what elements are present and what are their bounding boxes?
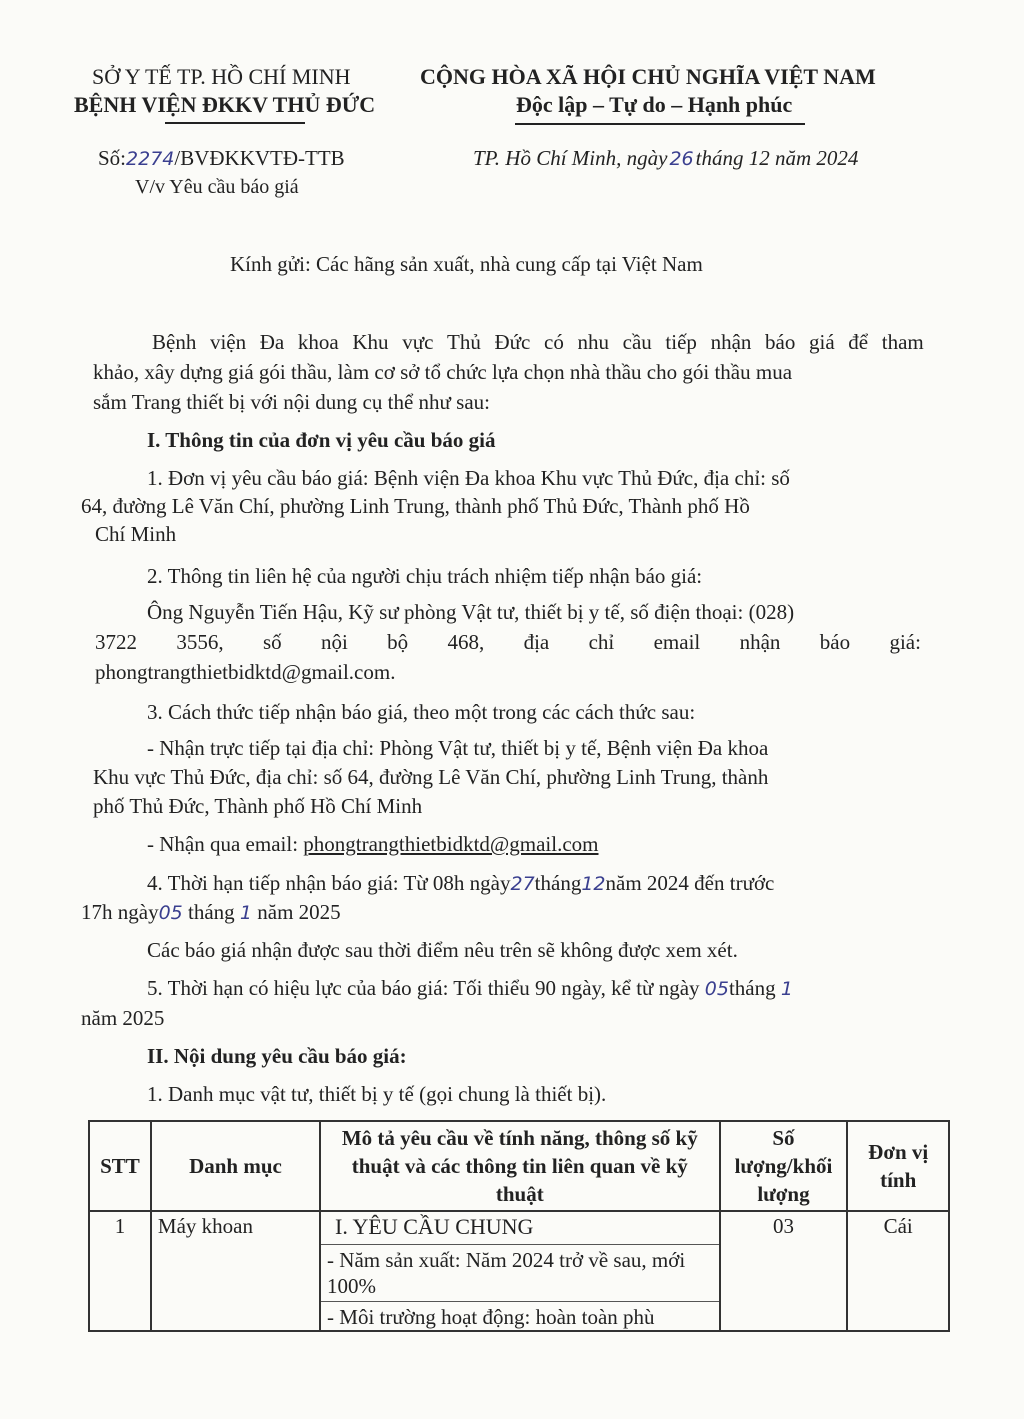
- hospital-underline: [165, 122, 305, 124]
- document-subject: V/v Yêu cầu báo giá: [135, 176, 299, 198]
- hospital-name: BỆNH VIỆN ĐKKV THỦ ĐỨC: [74, 92, 376, 117]
- s1-item5-line2: năm 2025: [81, 1006, 165, 1030]
- nation-name: CỘNG HÒA XÃ HỘI CHỦ NGHĨA VIỆT NAM: [420, 64, 876, 89]
- late-quote-note: Các báo giá nhận được sau thời điểm nêu trên sẽ không được xem xét.: [147, 938, 738, 962]
- s1-item2-title: 2. Thông tin liên hệ của người chịu trách nhiệm tiếp nhận báo giá:: [147, 564, 703, 588]
- s1-item1-line3: Chí Minh: [95, 522, 177, 546]
- intro-line-2: khảo, xây dựng giá gói thầu, làm cơ sở tổ chức lựa chọn nhà thầu cho gói thầu mua: [93, 360, 793, 384]
- item5-text-a: 5. Thời hạn có hiệu lực của báo giá: Tối thiểu 90 ngày, kể từ ngày: [147, 976, 700, 1000]
- nation-motto: Độc lập – Tự do – Hạnh phúc: [516, 92, 793, 117]
- s1-item2-line1: Ông Nguyễn Tiến Hậu, Kỹ sư phòng Vật tư, thiết bị y tế, số điện thoại: (028): [147, 600, 795, 624]
- s2-item1: 1. Danh mục vật tư, thiết bị y tế (gọi chung là thiết bị).: [147, 1082, 607, 1106]
- item4-text-d: 17h ngày: [81, 900, 159, 924]
- intro-line-3: sắm Trang thiết bị với nội dung cụ thể như sau:: [93, 390, 490, 414]
- item5-day: 05: [704, 978, 729, 1000]
- s1-item2-line2: 3722 3556, số nội bộ 468, địa chỉ email nhận báo giá:: [95, 630, 921, 654]
- email-link[interactable]: phongtrangthietbidktd@gmail.com: [303, 832, 599, 856]
- item4-text-a: 4. Thời hạn tiếp nhận báo giá: Từ 08h ngày: [147, 871, 511, 895]
- document-number: [98, 146, 345, 171]
- motto-underline: [515, 123, 805, 125]
- item4-text-e: tháng: [188, 900, 235, 924]
- s1-item3-direct-line3: phố Thủ Đức, Thành phố Hồ Chí Minh: [93, 794, 423, 818]
- section-2-title: II. Nội dung yêu cầu báo giá:: [147, 1044, 407, 1068]
- items-table: [88, 1120, 950, 1332]
- s1-item4-line1: [147, 871, 774, 896]
- item4-text-c: năm 2024 đến trước: [605, 871, 775, 895]
- s1-item3-direct-line1: - Nhận trực tiếp tại địa chỉ: Phòng Vật tư, thiết bị y tế, Bệnh viện Đa khoa: [147, 736, 769, 760]
- place-date-suffix: tháng 12 năm 2024: [695, 146, 859, 170]
- doc-number-prefix: Số:: [98, 146, 127, 170]
- item4-day-end: 05: [158, 902, 183, 924]
- item4-day-start: 27: [510, 873, 535, 895]
- cell-quantity: 03: [720, 1211, 848, 1331]
- item5-month: 1: [780, 978, 793, 1000]
- cell-description: [320, 1211, 720, 1331]
- item4-text-f: năm 2025: [257, 900, 341, 924]
- place-date-prefix: TP. Hồ Chí Minh, ngày: [473, 146, 668, 170]
- header-stt: STT: [89, 1121, 151, 1211]
- s1-item3-direct-line2: Khu vực Thủ Đức, địa chỉ: số 64, đường Lê Văn Chí, phường Linh Trung, thành: [93, 765, 769, 789]
- table-row: [89, 1211, 949, 1331]
- table-header-row: [89, 1121, 949, 1211]
- s1-item5-line1: [147, 976, 793, 1001]
- header-category: Danh mục: [151, 1121, 320, 1211]
- item4-month-end: 1: [239, 902, 253, 924]
- agency-name: SỞ Y TẾ TP. HỒ CHÍ MINH: [92, 64, 351, 89]
- s1-item1-line2: 64, đường Lê Văn Chí, phường Linh Trung, thành phố Thủ Đức, Thành phố Hồ: [81, 494, 750, 518]
- s1-item2-line3: phongtrangthietbidktd@gmail.com.: [95, 660, 396, 684]
- doc-number-handwritten: 2274: [126, 148, 175, 170]
- cell-category: Máy khoan: [151, 1211, 320, 1331]
- s1-item1-line1: 1. Đơn vị yêu cầu báo giá: Bệnh viện Đa khoa Khu vực Thủ Đức, địa chỉ: số: [147, 466, 790, 490]
- cell-unit: Cái: [847, 1211, 949, 1331]
- doc-number-suffix: /BVĐKKVTĐ-TTB: [174, 146, 345, 170]
- desc-item-2: - Môi trường hoạt động: hoàn toàn phù: [321, 1301, 719, 1330]
- recipient-line: Kính gửi: Các hãng sản xuất, nhà cung cấp tại Việt Nam: [230, 252, 703, 276]
- item4-month-start: 12: [581, 873, 606, 895]
- section-1-title: I. Thông tin của đơn vị yêu cầu báo giá: [147, 428, 496, 452]
- header-quantity: Số lượng/khối lượng: [720, 1121, 848, 1211]
- place-date-day: 26: [669, 148, 694, 170]
- email-prefix: - Nhận qua email:: [147, 832, 304, 856]
- s1-item3-email-line: [147, 832, 599, 857]
- cell-stt: 1: [89, 1211, 151, 1331]
- desc-item-1: - Năm sản xuất: Năm 2024 trở về sau, mới 100%: [321, 1244, 719, 1301]
- place-date: [473, 146, 858, 171]
- s1-item4-line2: [81, 900, 341, 925]
- item5-text-b: tháng: [728, 976, 776, 1000]
- desc-heading: I. YÊU CẦU CHUNG: [335, 1214, 534, 1239]
- header-description: Mô tả yêu cầu về tính năng, thông số kỹ thuật và các thông tin liên quan về kỹ thuật: [320, 1121, 720, 1211]
- header-unit: Đơn vị tính: [847, 1121, 949, 1211]
- intro-line-1: Bệnh viện Đa khoa Khu vực Thủ Đức có nhu cầu tiếp nhận báo giá để tham: [152, 330, 924, 354]
- s1-item3-title: 3. Cách thức tiếp nhận báo giá, theo một trong các cách thức sau:: [147, 700, 696, 724]
- item4-text-b: tháng: [534, 871, 582, 895]
